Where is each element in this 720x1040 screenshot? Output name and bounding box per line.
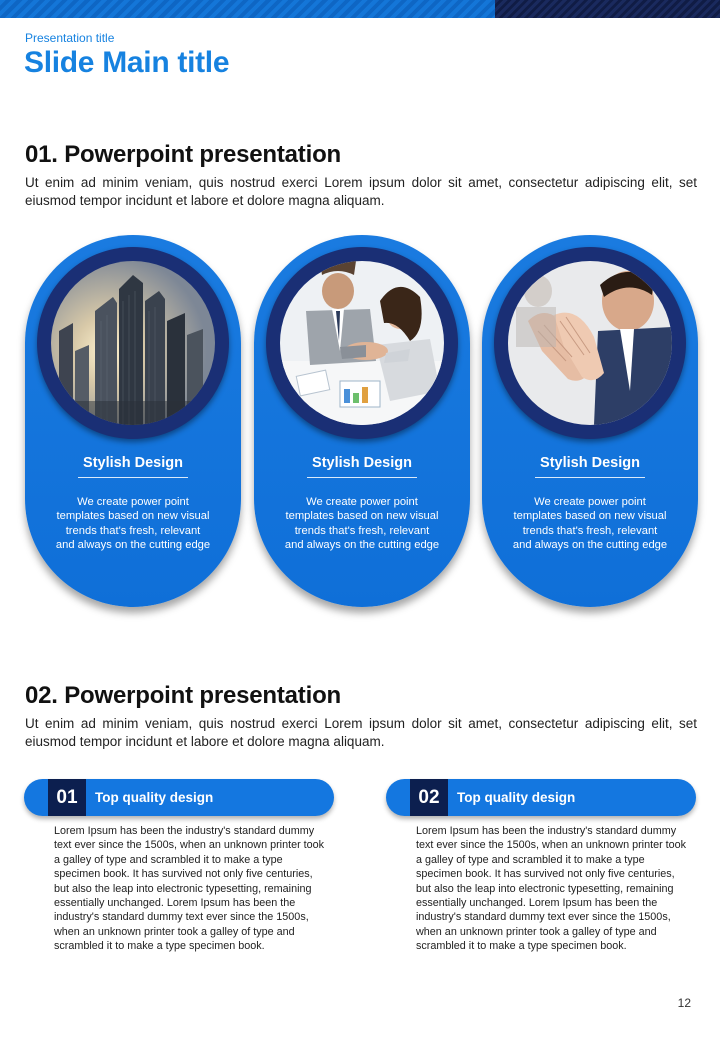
top-bar-navy-stripe: [495, 0, 720, 18]
presentation-title: Presentation title: [25, 31, 115, 45]
applause-photo: [508, 261, 672, 425]
feature-label: Top quality design: [95, 790, 214, 805]
feature-number: 02: [410, 779, 448, 816]
page-number: 12: [677, 996, 691, 1010]
top-bar-blue-stripe: [0, 0, 495, 18]
feature-band-1: [24, 779, 334, 816]
skyscrapers-photo: [51, 261, 215, 425]
section2-heading: 02. Powerpoint presentation: [25, 682, 341, 709]
card-text: We create power point templates based on new visual trends that's fresh, relevant and always on the cutting edge: [284, 496, 440, 552]
photo-ring: [266, 247, 458, 439]
card-title: Stylish Design: [312, 455, 412, 471]
feature-card-2: [254, 235, 470, 607]
feature-number: 01: [48, 779, 86, 816]
section2-text: Ut enim ad minim veniam, quis nostrud exerci Lorem ipsum dolor sit amet, consectetur adipiscing elit, set eiusmod tempor incidunt et labore et dolore magna aliquam.: [25, 716, 697, 749]
section1-text: Ut enim ad minim veniam, quis nostrud exerci Lorem ipsum dolor sit amet, consectetur adipiscing elit, set eiusmod tempor incidunt et labore et dolore magna aliquam.: [25, 175, 697, 208]
team-handshake-photo: [280, 261, 444, 425]
card-text: We create power point templates based on new visual trends that's fresh, relevant and always on the cutting edge: [512, 496, 668, 552]
card-divider: [78, 477, 188, 478]
slide-main-title: Slide Main title: [24, 46, 230, 79]
card-text: We create power point templates based on new visual trends that's fresh, relevant and always on the cutting edge: [55, 496, 211, 552]
feature-text-2: Lorem Ipsum has been the industry's standard dummy text ever since the 1500s, when an unknown printer took a galley of type and scrambled it to make a type specimen book. It has survived not only five centuries, but also the leap into electronic typesetting, remaining essentially unchanged. Lorem Ipsum has been the industry's standard dummy text ever since the 1500s, when an unknown printer took a galley of type and scrambled it to make a type specimen book.: [416, 825, 687, 953]
photo-ring: [37, 247, 229, 439]
photo-ring: [494, 247, 686, 439]
card-title: Stylish Design: [83, 455, 183, 471]
feature-card-1: [25, 235, 241, 607]
top-decorative-bar: [0, 0, 720, 18]
feature-label: Top quality design: [457, 790, 576, 805]
feature-band-2: [386, 779, 696, 816]
card-divider: [307, 477, 417, 478]
card-title: Stylish Design: [540, 455, 640, 471]
feature-card-3: [482, 235, 698, 607]
feature-text-1: Lorem Ipsum has been the industry's standard dummy text ever since the 1500s, when an unknown printer took a galley of type and scrambled it to make a type specimen book. It has survived not only five centuries, but also the leap into electronic typesetting, remaining essentially unchanged. Lorem Ipsum has been the industry's standard dummy text ever since the 1500s, when an unknown printer took a galley of type and scrambled it to make a type specimen book.: [54, 825, 325, 953]
card-divider: [535, 477, 645, 478]
section1-heading: 01. Powerpoint presentation: [25, 141, 341, 168]
